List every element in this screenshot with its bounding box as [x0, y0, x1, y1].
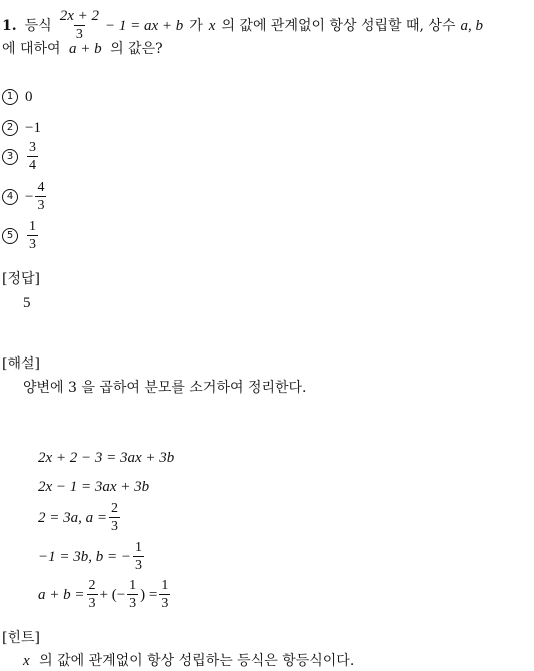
step-3-den: 3 [111, 519, 118, 534]
step-4-den: 3 [135, 558, 142, 573]
option-2-mark: 2 [2, 120, 18, 136]
answer-label: [정답] [2, 271, 40, 287]
question-vars-ab: a, b [460, 17, 483, 34]
option-4-den: 3 [37, 198, 45, 213]
option-5-den: 3 [29, 237, 36, 252]
step-5-eq: ) = [140, 586, 158, 603]
option-4[interactable] [2, 179, 48, 214]
step-3 [38, 500, 122, 535]
question-frac-num: 2x + 2 [59, 8, 99, 24]
answer-value: 5 [23, 295, 31, 311]
step-5-fraction-3 [159, 577, 170, 612]
option-3-num: 3 [29, 140, 36, 155]
step-4-num: 1 [135, 540, 142, 555]
question-line2-suffix: 의 값은? [110, 41, 163, 57]
option-1-mark: 1 [2, 89, 18, 105]
option-1-value: 0 [25, 89, 33, 105]
question-text-1: 가 [189, 17, 203, 34]
option-4-mark: 4 [2, 189, 18, 205]
step-3-num: 2 [111, 501, 118, 516]
step-5 [38, 577, 172, 612]
question-var-x: x [208, 17, 216, 34]
step-4-prefix: −1 = 3b, b = − [38, 548, 131, 565]
step-5-mid: + (− [99, 586, 126, 603]
step-1: 2x + 2 − 3 = 3ax + 3b [38, 450, 175, 466]
question-number: 1. [2, 17, 17, 34]
step-5-f2-num: 1 [129, 578, 137, 593]
option-4-num: 4 [37, 180, 45, 195]
question-text-2: 의 값에 관계없이 항상 성립할 때, 상수 [221, 17, 456, 34]
step-5-f1-den: 3 [88, 596, 96, 611]
question-line2-prefix: 에 대하여 [2, 41, 61, 57]
step-4-fraction [133, 539, 144, 574]
step-5-f1-num: 2 [88, 578, 96, 593]
question-line-1 [2, 8, 483, 43]
option-2-value: −1 [25, 120, 41, 136]
step-5-prefix: a + b = [38, 586, 85, 603]
question-fraction [58, 8, 101, 43]
hint-var-x: x [23, 653, 30, 669]
option-5-num: 1 [29, 219, 36, 234]
option-3-den: 4 [29, 158, 36, 173]
question-line-2 [2, 40, 163, 58]
question-word: 등식 [24, 17, 52, 34]
option-4-sign: − [25, 188, 34, 205]
step-4 [38, 539, 146, 574]
option-4-fraction [35, 179, 46, 214]
option-5[interactable] [2, 218, 40, 253]
step-5-f3-num: 1 [161, 578, 169, 593]
hint-label: [힌트] [2, 630, 40, 646]
hint-line [23, 652, 354, 670]
question-sum-expr: a + b [69, 41, 102, 57]
option-5-mark: 5 [2, 228, 18, 244]
explanation-label: [해설] [2, 356, 40, 372]
hint-text: 의 값에 관계없이 항상 성립하는 등식은 항등식이다. [39, 653, 355, 669]
question-frac-den: 3 [75, 27, 83, 42]
step-5-fraction-1 [87, 577, 98, 612]
step-2: 2x − 1 = 3ax + 3b [38, 479, 150, 495]
question-expression: − 1 = ax + b [104, 17, 184, 34]
step-5-f3-den: 3 [161, 596, 169, 611]
option-3-mark: 3 [2, 149, 18, 165]
step-3-prefix: 2 = 3a, a = [38, 509, 107, 526]
option-3[interactable] [2, 139, 40, 174]
option-3-fraction [27, 139, 38, 174]
step-5-fraction-2 [127, 577, 138, 612]
step-5-f2-den: 3 [129, 596, 137, 611]
step-3-fraction [109, 500, 120, 535]
option-2[interactable] [2, 119, 41, 137]
explanation-text: 양변에 3 을 곱하여 분모를 소거하여 정리한다. [23, 380, 307, 396]
option-1[interactable] [2, 88, 33, 106]
option-5-fraction [27, 218, 38, 253]
